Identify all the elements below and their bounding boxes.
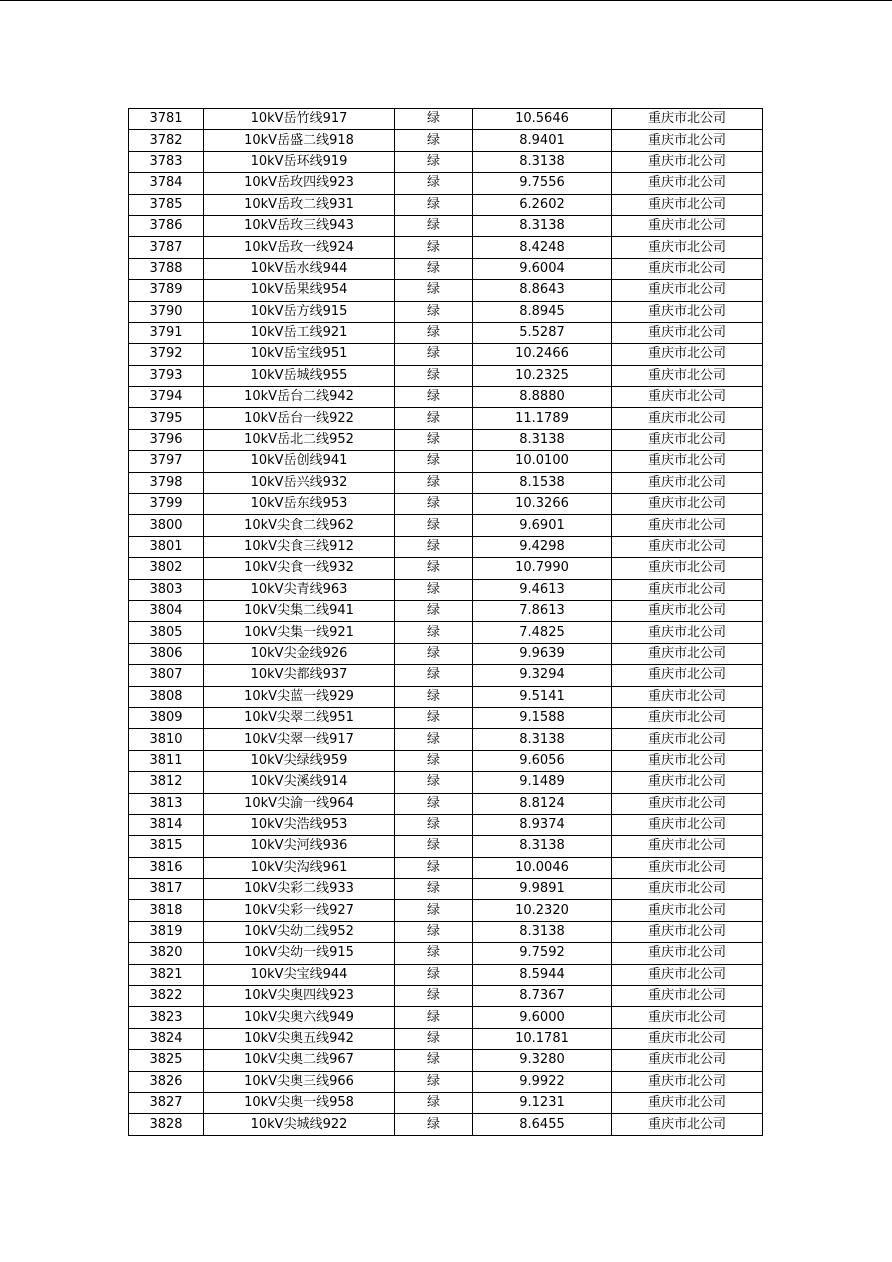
- status-cell: 绿: [395, 472, 473, 493]
- table-row: [129, 451, 763, 472]
- value-cell: 9.4613: [473, 579, 612, 600]
- line-name-cell: 10kV岳创线941: [204, 451, 395, 472]
- line-name-cell: 10kV尖城线922: [204, 1114, 395, 1135]
- row-number-cell: 3820: [129, 943, 204, 964]
- line-name-cell: 10kV岳果线954: [204, 280, 395, 301]
- status-cell: 绿: [395, 729, 473, 750]
- line-name-cell: 10kV岳北二线952: [204, 429, 395, 450]
- status-cell: 绿: [395, 665, 473, 686]
- value-cell: 10.1781: [473, 1028, 612, 1049]
- row-number-cell: 3802: [129, 558, 204, 579]
- status-cell: 绿: [395, 173, 473, 194]
- status-cell: 绿: [395, 1028, 473, 1049]
- table-row: [129, 472, 763, 493]
- line-name-cell: 10kV岳玫四线923: [204, 173, 395, 194]
- company-cell: 重庆市北公司: [612, 515, 763, 536]
- company-cell: 重庆市北公司: [612, 900, 763, 921]
- company-cell: 重庆市北公司: [612, 408, 763, 429]
- value-cell: 8.3138: [473, 729, 612, 750]
- table-row: [129, 579, 763, 600]
- line-name-cell: 10kV尖奥一线958: [204, 1092, 395, 1113]
- line-name-cell: 10kV岳方线915: [204, 301, 395, 322]
- value-cell: 9.3280: [473, 1050, 612, 1071]
- status-cell: 绿: [395, 194, 473, 215]
- value-cell: 8.9401: [473, 130, 612, 151]
- value-cell: 8.6455: [473, 1114, 612, 1135]
- value-cell: 10.2466: [473, 344, 612, 365]
- value-cell: 8.5944: [473, 964, 612, 985]
- row-number-cell: 3783: [129, 151, 204, 172]
- row-number-cell: 3822: [129, 986, 204, 1007]
- status-cell: 绿: [395, 280, 473, 301]
- row-number-cell: 3795: [129, 408, 204, 429]
- table-row: [129, 494, 763, 515]
- company-cell: 重庆市北公司: [612, 1028, 763, 1049]
- status-cell: 绿: [395, 109, 473, 130]
- table-row: [129, 215, 763, 236]
- status-cell: 绿: [395, 643, 473, 664]
- status-cell: 绿: [395, 387, 473, 408]
- line-name-cell: 10kV岳盛二线918: [204, 130, 395, 151]
- row-number-cell: 3792: [129, 344, 204, 365]
- table-row: [129, 109, 763, 130]
- table-row: [129, 1050, 763, 1071]
- value-cell: 10.2320: [473, 900, 612, 921]
- table-row: [129, 429, 763, 450]
- row-number-cell: 3800: [129, 515, 204, 536]
- row-number-cell: 3814: [129, 814, 204, 835]
- status-cell: 绿: [395, 600, 473, 621]
- table-row: [129, 301, 763, 322]
- line-name-cell: 10kV尖奥五线942: [204, 1028, 395, 1049]
- row-number-cell: 3793: [129, 365, 204, 386]
- line-name-cell: 10kV尖沟线961: [204, 857, 395, 878]
- value-cell: 8.3138: [473, 836, 612, 857]
- status-cell: 绿: [395, 1071, 473, 1092]
- line-name-cell: 10kV岳竹线917: [204, 109, 395, 130]
- row-number-cell: 3826: [129, 1071, 204, 1092]
- page-top-rule: [0, 0, 892, 1]
- table-row: [129, 665, 763, 686]
- line-name-cell: 10kV尖河线936: [204, 836, 395, 857]
- table-row: [129, 558, 763, 579]
- row-number-cell: 3823: [129, 1007, 204, 1028]
- line-name-cell: 10kV岳玫三线943: [204, 215, 395, 236]
- row-number-cell: 3816: [129, 857, 204, 878]
- status-cell: 绿: [395, 1092, 473, 1113]
- line-name-cell: 10kV岳玫一线924: [204, 237, 395, 258]
- line-name-cell: 10kV尖金线926: [204, 643, 395, 664]
- company-cell: 重庆市北公司: [612, 387, 763, 408]
- table-row: [129, 258, 763, 279]
- value-cell: 10.2325: [473, 365, 612, 386]
- line-name-cell: 10kV尖渝一线964: [204, 793, 395, 814]
- table-row: [129, 643, 763, 664]
- company-cell: 重庆市北公司: [612, 964, 763, 985]
- line-name-cell: 10kV尖都线937: [204, 665, 395, 686]
- company-cell: 重庆市北公司: [612, 793, 763, 814]
- row-number-cell: 3828: [129, 1114, 204, 1135]
- value-cell: 9.3294: [473, 665, 612, 686]
- value-cell: 5.5287: [473, 322, 612, 343]
- status-cell: 绿: [395, 921, 473, 942]
- line-name-cell: 10kV岳台一线922: [204, 408, 395, 429]
- company-cell: 重庆市北公司: [612, 344, 763, 365]
- row-number-cell: 3811: [129, 750, 204, 771]
- value-cell: 8.8643: [473, 280, 612, 301]
- table-row: [129, 387, 763, 408]
- row-number-cell: 3812: [129, 772, 204, 793]
- value-cell: 7.4825: [473, 622, 612, 643]
- value-cell: 8.1538: [473, 472, 612, 493]
- company-cell: 重庆市北公司: [612, 600, 763, 621]
- row-number-cell: 3805: [129, 622, 204, 643]
- company-cell: 重庆市北公司: [612, 879, 763, 900]
- table-row: [129, 750, 763, 771]
- line-name-cell: 10kV尖奥四线923: [204, 986, 395, 1007]
- table-row: [129, 173, 763, 194]
- table-row: [129, 943, 763, 964]
- value-cell: 10.3266: [473, 494, 612, 515]
- company-cell: 重庆市北公司: [612, 921, 763, 942]
- line-name-cell: 10kV岳环线919: [204, 151, 395, 172]
- line-name-cell: 10kV尖溪线914: [204, 772, 395, 793]
- status-cell: 绿: [395, 707, 473, 728]
- value-cell: 8.3138: [473, 151, 612, 172]
- row-number-cell: 3817: [129, 879, 204, 900]
- table-row: [129, 707, 763, 728]
- company-cell: 重庆市北公司: [612, 814, 763, 835]
- table-row: [129, 814, 763, 835]
- value-cell: 9.4298: [473, 536, 612, 557]
- value-cell: 9.6000: [473, 1007, 612, 1028]
- table-row: [129, 1092, 763, 1113]
- value-cell: 7.8613: [473, 600, 612, 621]
- company-cell: 重庆市北公司: [612, 536, 763, 557]
- table-row: [129, 1071, 763, 1092]
- row-number-cell: 3808: [129, 686, 204, 707]
- table-row: [129, 964, 763, 985]
- line-name-cell: 10kV尖幼一线915: [204, 943, 395, 964]
- value-cell: 10.5646: [473, 109, 612, 130]
- status-cell: 绿: [395, 258, 473, 279]
- value-cell: 8.3138: [473, 921, 612, 942]
- row-number-cell: 3821: [129, 964, 204, 985]
- status-cell: 绿: [395, 151, 473, 172]
- row-number-cell: 3807: [129, 665, 204, 686]
- status-cell: 绿: [395, 301, 473, 322]
- status-cell: 绿: [395, 130, 473, 151]
- company-cell: 重庆市北公司: [612, 986, 763, 1007]
- value-cell: 9.9891: [473, 879, 612, 900]
- status-cell: 绿: [395, 322, 473, 343]
- company-cell: 重庆市北公司: [612, 836, 763, 857]
- status-cell: 绿: [395, 686, 473, 707]
- company-cell: 重庆市北公司: [612, 429, 763, 450]
- value-cell: 9.5141: [473, 686, 612, 707]
- table-row: [129, 836, 763, 857]
- line-name-cell: 10kV尖浩线953: [204, 814, 395, 835]
- row-number-cell: 3804: [129, 600, 204, 621]
- value-cell: 10.0046: [473, 857, 612, 878]
- row-number-cell: 3806: [129, 643, 204, 664]
- company-cell: 重庆市北公司: [612, 558, 763, 579]
- value-cell: 9.1588: [473, 707, 612, 728]
- row-number-cell: 3787: [129, 237, 204, 258]
- line-name-cell: 10kV尖蓝一线929: [204, 686, 395, 707]
- company-cell: 重庆市北公司: [612, 494, 763, 515]
- row-number-cell: 3784: [129, 173, 204, 194]
- status-cell: 绿: [395, 429, 473, 450]
- row-number-cell: 3788: [129, 258, 204, 279]
- row-number-cell: 3796: [129, 429, 204, 450]
- company-cell: 重庆市北公司: [612, 322, 763, 343]
- line-name-cell: 10kV尖宝线944: [204, 964, 395, 985]
- table-row: [129, 130, 763, 151]
- status-cell: 绿: [395, 836, 473, 857]
- company-cell: 重庆市北公司: [612, 280, 763, 301]
- row-number-cell: 3797: [129, 451, 204, 472]
- company-cell: 重庆市北公司: [612, 1050, 763, 1071]
- company-cell: 重庆市北公司: [612, 622, 763, 643]
- company-cell: 重庆市北公司: [612, 643, 763, 664]
- table-row: [129, 1028, 763, 1049]
- status-cell: 绿: [395, 408, 473, 429]
- company-cell: 重庆市北公司: [612, 686, 763, 707]
- status-cell: 绿: [395, 943, 473, 964]
- status-cell: 绿: [395, 515, 473, 536]
- status-cell: 绿: [395, 536, 473, 557]
- value-cell: 9.6004: [473, 258, 612, 279]
- value-cell: 11.1789: [473, 408, 612, 429]
- company-cell: 重庆市北公司: [612, 365, 763, 386]
- table-row: [129, 729, 763, 750]
- company-cell: 重庆市北公司: [612, 130, 763, 151]
- row-number-cell: 3781: [129, 109, 204, 130]
- company-cell: 重庆市北公司: [612, 1071, 763, 1092]
- value-cell: 9.9922: [473, 1071, 612, 1092]
- status-cell: 绿: [395, 900, 473, 921]
- status-cell: 绿: [395, 857, 473, 878]
- line-name-cell: 10kV尖食三线912: [204, 536, 395, 557]
- value-cell: 8.3138: [473, 429, 612, 450]
- company-cell: 重庆市北公司: [612, 194, 763, 215]
- company-cell: 重庆市北公司: [612, 109, 763, 130]
- line-name-cell: 10kV岳兴线932: [204, 472, 395, 493]
- row-number-cell: 3813: [129, 793, 204, 814]
- line-name-cell: 10kV尖奥三线966: [204, 1071, 395, 1092]
- table-row: [129, 515, 763, 536]
- table-row: [129, 1114, 763, 1135]
- status-cell: 绿: [395, 879, 473, 900]
- table-row: [129, 194, 763, 215]
- value-cell: 8.4248: [473, 237, 612, 258]
- status-cell: 绿: [395, 793, 473, 814]
- status-cell: 绿: [395, 451, 473, 472]
- table-row: [129, 857, 763, 878]
- row-number-cell: 3824: [129, 1028, 204, 1049]
- value-cell: 8.9374: [473, 814, 612, 835]
- value-cell: 8.3138: [473, 215, 612, 236]
- line-name-cell: 10kV尖彩一线927: [204, 900, 395, 921]
- company-cell: 重庆市北公司: [612, 729, 763, 750]
- status-cell: 绿: [395, 494, 473, 515]
- row-number-cell: 3789: [129, 280, 204, 301]
- value-cell: 10.7990: [473, 558, 612, 579]
- status-cell: 绿: [395, 750, 473, 771]
- value-cell: 9.7556: [473, 173, 612, 194]
- table-row: [129, 600, 763, 621]
- status-cell: 绿: [395, 1007, 473, 1028]
- table-row: [129, 900, 763, 921]
- company-cell: 重庆市北公司: [612, 472, 763, 493]
- table-row: [129, 986, 763, 1007]
- value-cell: 9.7592: [473, 943, 612, 964]
- table-body: [129, 109, 763, 1136]
- table-row: [129, 408, 763, 429]
- table-row: [129, 686, 763, 707]
- line-name-cell: 10kV尖翠二线951: [204, 707, 395, 728]
- row-number-cell: 3825: [129, 1050, 204, 1071]
- line-name-cell: 10kV尖食一线932: [204, 558, 395, 579]
- status-cell: 绿: [395, 237, 473, 258]
- company-cell: 重庆市北公司: [612, 151, 763, 172]
- row-number-cell: 3785: [129, 194, 204, 215]
- table-row: [129, 622, 763, 643]
- company-cell: 重庆市北公司: [612, 1114, 763, 1135]
- status-cell: 绿: [395, 579, 473, 600]
- table-row: [129, 151, 763, 172]
- line-name-cell: 10kV尖集一线921: [204, 622, 395, 643]
- value-cell: 10.0100: [473, 451, 612, 472]
- status-cell: 绿: [395, 772, 473, 793]
- line-name-cell: 10kV尖幼二线952: [204, 921, 395, 942]
- table-row: [129, 772, 763, 793]
- line-name-cell: 10kV尖食二线962: [204, 515, 395, 536]
- line-name-cell: 10kV岳玫二线931: [204, 194, 395, 215]
- company-cell: 重庆市北公司: [612, 237, 763, 258]
- line-name-cell: 10kV岳城线955: [204, 365, 395, 386]
- value-cell: 9.1489: [473, 772, 612, 793]
- company-cell: 重庆市北公司: [612, 750, 763, 771]
- value-cell: 9.6901: [473, 515, 612, 536]
- company-cell: 重庆市北公司: [612, 1007, 763, 1028]
- line-name-cell: 10kV尖奥二线967: [204, 1050, 395, 1071]
- status-cell: 绿: [395, 365, 473, 386]
- value-cell: 9.6056: [473, 750, 612, 771]
- table-row: [129, 280, 763, 301]
- company-cell: 重庆市北公司: [612, 943, 763, 964]
- row-number-cell: 3790: [129, 301, 204, 322]
- line-name-cell: 10kV尖彩二线933: [204, 879, 395, 900]
- table-row: [129, 365, 763, 386]
- status-cell: 绿: [395, 814, 473, 835]
- company-cell: 重庆市北公司: [612, 451, 763, 472]
- line-name-cell: 10kV尖翠一线917: [204, 729, 395, 750]
- row-number-cell: 3794: [129, 387, 204, 408]
- value-cell: 8.8880: [473, 387, 612, 408]
- row-number-cell: 3803: [129, 579, 204, 600]
- company-cell: 重庆市北公司: [612, 707, 763, 728]
- table-row: [129, 793, 763, 814]
- value-cell: 8.8124: [473, 793, 612, 814]
- line-name-cell: 10kV岳东线953: [204, 494, 395, 515]
- row-number-cell: 3791: [129, 322, 204, 343]
- line-name-cell: 10kV岳宝线951: [204, 344, 395, 365]
- status-cell: 绿: [395, 622, 473, 643]
- company-cell: 重庆市北公司: [612, 173, 763, 194]
- line-name-cell: 10kV岳工线921: [204, 322, 395, 343]
- row-number-cell: 3801: [129, 536, 204, 557]
- line-name-cell: 10kV尖奥六线949: [204, 1007, 395, 1028]
- line-name-cell: 10kV岳水线944: [204, 258, 395, 279]
- line-data-table: [128, 108, 763, 1136]
- line-name-cell: 10kV尖青线963: [204, 579, 395, 600]
- status-cell: 绿: [395, 215, 473, 236]
- row-number-cell: 3818: [129, 900, 204, 921]
- row-number-cell: 3798: [129, 472, 204, 493]
- table-row: [129, 536, 763, 557]
- row-number-cell: 3810: [129, 729, 204, 750]
- company-cell: 重庆市北公司: [612, 301, 763, 322]
- status-cell: 绿: [395, 1050, 473, 1071]
- company-cell: 重庆市北公司: [612, 1092, 763, 1113]
- row-number-cell: 3827: [129, 1092, 204, 1113]
- table-row: [129, 322, 763, 343]
- value-cell: 8.8945: [473, 301, 612, 322]
- line-name-cell: 10kV尖集二线941: [204, 600, 395, 621]
- row-number-cell: 3782: [129, 130, 204, 151]
- row-number-cell: 3799: [129, 494, 204, 515]
- company-cell: 重庆市北公司: [612, 772, 763, 793]
- company-cell: 重庆市北公司: [612, 665, 763, 686]
- company-cell: 重庆市北公司: [612, 258, 763, 279]
- company-cell: 重庆市北公司: [612, 857, 763, 878]
- value-cell: 6.2602: [473, 194, 612, 215]
- status-cell: 绿: [395, 986, 473, 1007]
- status-cell: 绿: [395, 344, 473, 365]
- company-cell: 重庆市北公司: [612, 579, 763, 600]
- row-number-cell: 3819: [129, 921, 204, 942]
- row-number-cell: 3815: [129, 836, 204, 857]
- value-cell: 8.7367: [473, 986, 612, 1007]
- status-cell: 绿: [395, 558, 473, 579]
- table-row: [129, 237, 763, 258]
- company-cell: 重庆市北公司: [612, 215, 763, 236]
- row-number-cell: 3809: [129, 707, 204, 728]
- status-cell: 绿: [395, 1114, 473, 1135]
- value-cell: 9.1231: [473, 1092, 612, 1113]
- value-cell: 9.9639: [473, 643, 612, 664]
- status-cell: 绿: [395, 964, 473, 985]
- table-row: [129, 1007, 763, 1028]
- table-row: [129, 921, 763, 942]
- row-number-cell: 3786: [129, 215, 204, 236]
- table-row: [129, 879, 763, 900]
- table-row: [129, 344, 763, 365]
- line-name-cell: 10kV岳台二线942: [204, 387, 395, 408]
- line-name-cell: 10kV尖绿线959: [204, 750, 395, 771]
